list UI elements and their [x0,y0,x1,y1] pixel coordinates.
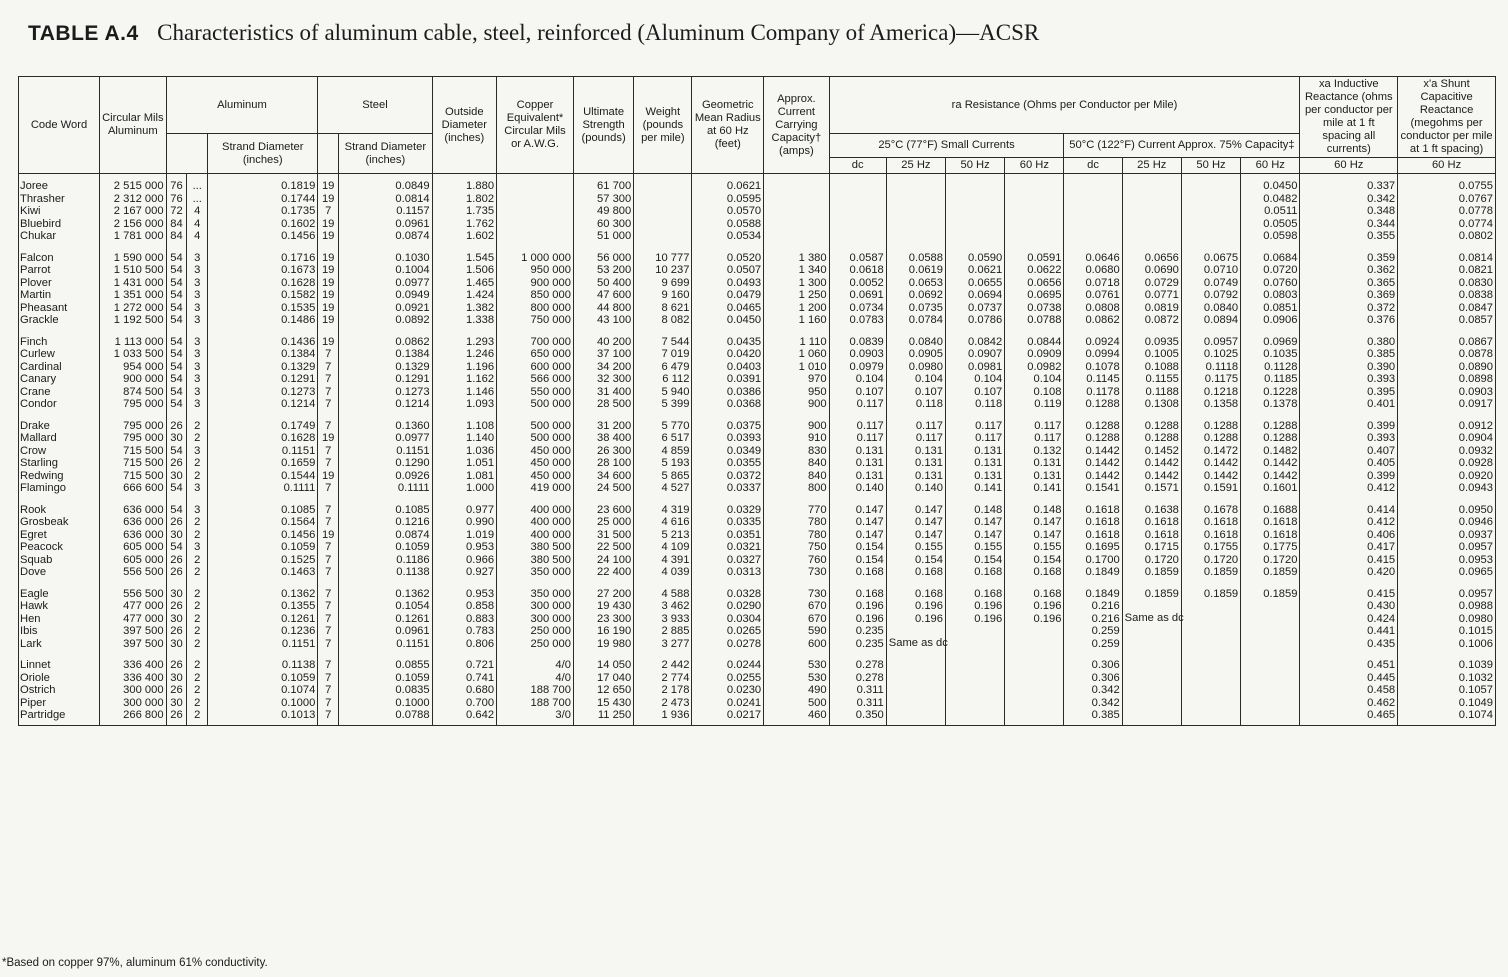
table-row-group [19,330,1496,414]
cell-cu: 400 000 400 000 400 000 380 500 380 500 350 000 [497,498,574,582]
same-as-dc-note-75: Same as dc [1124,612,1184,624]
cell-ult: 23 600 25 000 31 500 22 500 24 100 22 400 [573,498,633,582]
col-50c-60hz: 60 Hz [1241,158,1300,174]
col-inductive-60hz: 60 Hz [1300,158,1398,174]
cell-xs: 0.1039 0.1032 0.1057 0.1049 0.1074 [1398,653,1496,725]
cell-xs: 0.0950 0.0946 0.0937 0.0957 0.0953 0.0965 [1398,498,1496,582]
cell-ult: 14 050 17 040 12 650 15 430 11 250 [573,653,633,725]
cell-r50dc: 0.1849 0.216 0.216 0.259 0.259 [1064,582,1122,654]
cell-st-d: 0.1085 0.1216 0.0874 0.1059 0.1186 0.1138 [339,498,433,582]
cell-r50-60: 0.1288 0.1288 0.1482 0.1442 0.1442 0.1601 [1241,414,1300,498]
cell-r50-25: 0.0656 0.0690 0.0729 0.0771 0.0819 0.0872 [1122,246,1181,330]
cell-r25-50: 0.0590 0.0621 0.0655 0.0694 0.0737 0.0786 [946,246,1005,330]
cell-r25-50: 0.168 0.196 0.196 [946,582,1005,654]
cell-r50dc [1064,174,1122,246]
cell-st-d: 0.0862 0.1384 0.1329 0.1291 0.1273 0.1214 [339,330,433,414]
cell-cu: 4/0 4/0 188 700 188 700 3/0 [497,653,574,725]
cell-r25dc: 0.278 0.278 0.311 0.311 0.350 [829,653,886,725]
cell-r50-50 [1181,174,1240,246]
col-25c-60hz: 60 Hz [1005,158,1064,174]
cell-xs: 0.0912 0.0904 0.0932 0.0928 0.0920 0.0943 [1398,414,1496,498]
cell-cmils: 336 400 336 400 300 000 300 000 266 800 [100,653,167,725]
col-al-strand-diameter: Strand Diameter (inches) [208,134,318,174]
cell-od: 1.293 1.246 1.196 1.162 1.146 1.093 [432,330,496,414]
cell-cu: 500 000 500 000 450 000 450 000 450 000 419 000 [497,414,574,498]
cell-xs: 0.0814 0.0821 0.0830 0.0838 0.0847 0.0857 [1398,246,1496,330]
cell-r50-25: 0.1288 0.1288 0.1452 0.1442 0.1442 0.1571 [1122,414,1181,498]
cell-xa: 0.451 0.445 0.458 0.462 0.465 [1300,653,1398,725]
cell-code: Drake Mallard Crow Starling Redwing Flamingo [19,414,100,498]
col-copper-equivalent: Copper Equivalent* Circular Mils or A.W.G. [497,77,574,174]
col-weight: Weight (pounds per mile) [634,77,692,174]
cell-al-l: 2 2 3 2 2 3 [187,414,208,498]
col-group-resistance: ra Resistance (Ohms per Conductor per Mile) [829,77,1300,134]
cell-r50-60: 0.1859 [1241,582,1300,654]
table-row-group [19,246,1496,330]
cell-gmr: 0.0435 0.0420 0.0403 0.0391 0.0386 0.0368 [692,330,764,414]
cell-r25-50: 0.117 0.117 0.131 0.131 0.131 0.141 [946,414,1005,498]
cell-al-l: 3 3 3 3 3 3 [187,246,208,330]
cell-gmr: 0.0520 0.0507 0.0493 0.0479 0.0465 0.0450 [692,246,764,330]
cell-amps: 1 110 1 060 1 010 970 950 900 [764,330,829,414]
col-gmr: Geometric Mean Radius at 60 Hz (feet) [692,77,764,174]
cell-r25-50: 0.0842 0.0907 0.0981 0.104 0.107 0.118 [946,330,1005,414]
cell-st-d: 0.0849 0.0814 0.1157 0.0961 0.0874 [339,174,433,246]
cell-r50-60 [1241,653,1300,725]
cell-r50dc: 0.306 0.306 0.342 0.342 0.385 [1064,653,1122,725]
cell-gmr: 0.0329 0.0335 0.0351 0.0321 0.0327 0.0313 [692,498,764,582]
cell-al-n: 54 54 54 54 54 54 [166,246,187,330]
col-group-steel: Steel [318,77,432,134]
cell-ult: 40 200 37 100 34 200 32 300 31 400 28 500 [573,330,633,414]
table-body [19,174,1496,726]
cell-st-d: 0.1030 0.1004 0.0977 0.0949 0.0921 0.0892 [339,246,433,330]
col-group-small-currents: 25°C (77°F) Small Currents [829,134,1064,158]
cell-cu: 700 000 650 000 600 000 566 000 550 000 500 000 [497,330,574,414]
cell-r50dc: 0.0924 0.0994 0.1078 0.1145 0.1178 0.1288 [1064,330,1122,414]
cell-r50-60: 0.0969 0.1035 0.1128 0.1185 0.1228 0.1378 [1241,330,1300,414]
table-row-group [19,174,1496,246]
table-number: TABLE A.4 [28,22,139,45]
col-50c-50hz: 50 Hz [1181,158,1240,174]
cell-od: 0.977 0.990 1.019 0.953 0.966 0.927 [432,498,496,582]
cell-code: Linnet Oriole Ostrich Piper Partridge [19,653,100,725]
cell-r50dc: 0.1618 0.1618 0.1618 0.1695 0.1700 0.1849 [1064,498,1122,582]
cell-wt: 4 319 4 616 5 213 4 109 4 391 4 039 [634,498,692,582]
cell-amps: 730 670 670 590 600 [764,582,829,654]
cell-r25-50: 0.148 0.147 0.147 0.155 0.154 0.168 [946,498,1005,582]
col-group-75-capacity: 50°C (122°F) Current Approx. 75% Capacity‡ [1064,134,1300,158]
cell-xa: 0.399 0.393 0.407 0.405 0.399 0.412 [1300,414,1398,498]
cell-ult: 31 200 38 400 26 300 28 100 34 600 24 500 [573,414,633,498]
col-st-strand-diameter: Strand Diameter (inches) [339,134,433,174]
cell-al-l: 3 3 3 3 3 3 [187,330,208,414]
cell-r25dc: 0.147 0.147 0.147 0.154 0.154 0.168 [829,498,886,582]
cell-r50-25: 0.1638 0.1618 0.1618 0.1715 0.1720 0.1859 [1122,498,1181,582]
cell-r50-25 [1122,174,1181,246]
cell-r25-25 [886,653,945,725]
col-25c-50hz: 50 Hz [946,158,1005,174]
col-50c-25hz: 25 Hz [1122,158,1181,174]
col-circular-mils: Circular Mils Aluminum [100,77,167,174]
cell-st-n: 7 7 7 7 7 [318,653,339,725]
cell-ult: 61 700 57 300 49 800 60 300 51 000 [573,174,633,246]
cell-r25-60: 0.0591 0.0622 0.0656 0.0695 0.0738 0.0788 [1005,246,1064,330]
cell-r25-25: 0.0588 0.0619 0.0653 0.0692 0.0735 0.0784 [886,246,945,330]
cell-code: Eagle Hawk Hen Ibis Lark [19,582,100,654]
acsr-table [18,76,1496,726]
cell-r25dc [829,174,886,246]
cell-st-n: 7 19 7 7 19 7 [318,414,339,498]
col-ultimate-strength: Ultimate Strength (pounds) [573,77,633,174]
cell-wt: 7 544 7 019 6 479 6 112 5 940 5 399 [634,330,692,414]
cell-r50-60: 0.0684 0.0720 0.0760 0.0803 0.0851 0.0906 [1241,246,1300,330]
col-50c-dc: dc [1064,158,1122,174]
cell-r25-25: 0.117 0.117 0.131 0.131 0.131 0.140 [886,414,945,498]
cell-al-d: 0.1362 0.1355 0.1261 0.1236 0.1151 [208,582,318,654]
col-current-capacity: Approx. Current Carrying Capacity† (amps) [764,77,829,174]
table-row-group [19,498,1496,582]
col-25c-25hz: 25 Hz [886,158,945,174]
cell-xa: 0.415 0.430 0.424 0.441 0.435 [1300,582,1398,654]
cell-r25-60: 0.148 0.147 0.147 0.155 0.154 0.168 [1005,498,1064,582]
cell-r25-60: 0.168 0.196 0.196 [1005,582,1064,654]
table-row-group [19,414,1496,498]
cell-xa: 0.359 0.362 0.365 0.369 0.372 0.376 [1300,246,1398,330]
cell-r25-50 [946,653,1005,725]
cell-al-n: 26 30 54 26 30 54 [166,414,187,498]
cell-st-d: 0.1360 0.0977 0.1151 0.1290 0.0926 0.1111 [339,414,433,498]
table-title [28,20,1039,46]
col-code-word: Code Word [19,77,100,174]
cell-wt: 2 442 2 774 2 178 2 473 1 936 [634,653,692,725]
cell-r50-25: 0.1859 Same as dc [1122,582,1181,654]
cell-cmils: 1 113 000 1 033 500 954 000 900 000 874 500 795 000 [100,330,167,414]
cell-wt: 10 777 10 237 9 699 9 160 8 621 8 082 [634,246,692,330]
cell-al-d: 0.1819 0.1744 0.1735 0.1602 0.1456 [208,174,318,246]
cell-amps: 770 780 780 750 760 730 [764,498,829,582]
cell-code: Rook Grosbeak Egret Peacock Squab Dove [19,498,100,582]
cell-r50-50: 0.1859 [1181,582,1240,654]
cell-al-d: 0.1436 0.1384 0.1329 0.1291 0.1273 0.1214 [208,330,318,414]
cell-r25-60: 0.117 0.117 0.132 0.131 0.131 0.141 [1005,414,1064,498]
cell-r25dc: 0.168 0.196 0.196 0.235 0.235 [829,582,886,654]
cell-al-n: 26 30 26 30 26 [166,653,187,725]
cell-r50-50: 0.1678 0.1618 0.1618 0.1755 0.1720 0.1859 [1181,498,1240,582]
cell-ult: 27 200 19 430 23 300 16 190 19 980 [573,582,633,654]
cell-r50-25 [1122,653,1181,725]
cell-r50-50: 0.0675 0.0710 0.0749 0.0792 0.0840 0.0894 [1181,246,1240,330]
cell-r50-60: 0.1688 0.1618 0.1618 0.1775 0.1720 0.1859 [1241,498,1300,582]
col-al-strands [166,134,208,174]
cell-wt [634,174,692,246]
cell-al-l: 3 2 2 3 2 2 [187,498,208,582]
cell-wt: 5 770 6 517 4 859 5 193 5 865 4 527 [634,414,692,498]
cell-al-n: 30 26 30 26 30 [166,582,187,654]
cell-st-n: 19 19 19 19 19 19 [318,246,339,330]
cell-cmils: 795 000 795 000 715 500 715 500 715 500 666 600 [100,414,167,498]
cell-r50-50: 0.0957 0.1025 0.1118 0.1175 0.1218 0.1358 [1181,330,1240,414]
col-st-strands [318,134,339,174]
same-as-dc-note-small: Same as dc [888,637,948,649]
cell-xa: 0.414 0.412 0.406 0.417 0.415 0.420 [1300,498,1398,582]
cell-al-l: 2 2 2 2 2 [187,582,208,654]
cell-al-n: 54 26 30 54 26 26 [166,498,187,582]
cell-od: 0.953 0.858 0.883 0.783 0.806 [432,582,496,654]
cell-r25-25 [886,174,945,246]
cell-xa: 0.380 0.385 0.390 0.393 0.395 0.401 [1300,330,1398,414]
cell-xs: 0.0755 0.0767 0.0778 0.0774 0.0802 [1398,174,1496,246]
cell-r50-50 [1181,653,1240,725]
cell-xs: 0.0957 0.0988 0.0980 0.1015 0.1006 [1398,582,1496,654]
cell-r25dc: 0.0839 0.0903 0.0979 0.104 0.107 0.117 [829,330,886,414]
cell-r25-50 [946,174,1005,246]
cell-st-d: 0.0855 0.1059 0.0835 0.1000 0.0788 [339,653,433,725]
cell-od: 1.108 1.140 1.036 1.051 1.081 1.000 [432,414,496,498]
cell-gmr: 0.0375 0.0393 0.0349 0.0355 0.0372 0.0337 [692,414,764,498]
cell-r25-60 [1005,653,1064,725]
cell-cmils: 556 500 477 000 477 000 397 500 397 500 [100,582,167,654]
cell-r25dc: 0.0587 0.0618 0.0052 0.0691 0.0734 0.0783 [829,246,886,330]
cell-al-n: 76 76 72 84 84 [166,174,187,246]
cell-r50dc: 0.0646 0.0680 0.0718 0.0761 0.0808 0.0862 [1064,246,1122,330]
col-outside-diameter: Outside Diameter (inches) [432,77,496,174]
cell-al-d: 0.1716 0.1673 0.1628 0.1582 0.1535 0.1486 [208,246,318,330]
cell-r50-50: 0.1288 0.1288 0.1472 0.1442 0.1442 0.1591 [1181,414,1240,498]
cell-r50-25: 0.0935 0.1005 0.1088 0.1155 0.1188 0.1308 [1122,330,1181,414]
cell-al-d: 0.1085 0.1564 0.1456 0.1059 0.1525 0.1463 [208,498,318,582]
cell-cu: 1 000 000 950 000 900 000 850 000 800 000 750 000 [497,246,574,330]
cell-r25-60 [1005,174,1064,246]
cell-amps [764,174,829,246]
cell-cmils: 2 515 000 2 312 000 2 167 000 2 156 000 1 781 000 [100,174,167,246]
cell-amps: 1 380 1 340 1 300 1 250 1 200 1 160 [764,246,829,330]
cell-cu: 350 000 300 000 300 000 250 000 250 000 [497,582,574,654]
table-caption: Characteristics of aluminum cable, steel, reinforced (Aluminum Company of America)—ACSR [157,20,1040,45]
cell-r25dc: 0.117 0.117 0.131 0.131 0.131 0.140 [829,414,886,498]
cell-xs: 0.0867 0.0878 0.0890 0.0898 0.0903 0.0917 [1398,330,1496,414]
cell-gmr: 0.0328 0.0290 0.0304 0.0265 0.0278 [692,582,764,654]
col-25c-dc: dc [829,158,886,174]
cell-gmr: 0.0621 0.0595 0.0570 0.0588 0.0534 [692,174,764,246]
cell-amps: 900 910 830 840 840 800 [764,414,829,498]
cell-wt: 4 588 3 462 3 933 2 885 3 277 [634,582,692,654]
cell-al-l: 2 2 2 2 2 [187,653,208,725]
cell-r50dc: 0.1288 0.1288 0.1442 0.1442 0.1442 0.1541 [1064,414,1122,498]
col-inductive-reactance: xa Inductive Reactance (ohms per conductor per mile at 1 ft spacing all currents) [1300,77,1398,158]
cell-code: Falcon Parrot Plover Martin Pheasant Grackle [19,246,100,330]
cell-al-d: 0.1138 0.1059 0.1074 0.1000 0.1013 [208,653,318,725]
cell-od: 1.545 1.506 1.465 1.424 1.382 1.338 [432,246,496,330]
cell-r25-60: 0.0844 0.0909 0.0982 0.104 0.108 0.119 [1005,330,1064,414]
cell-st-n: 7 7 19 7 7 7 [318,498,339,582]
table-row-group [19,653,1496,725]
cell-ult: 56 000 53 200 50 400 47 600 44 800 43 100 [573,246,633,330]
cell-xa: 0.337 0.342 0.348 0.344 0.355 [1300,174,1398,246]
cell-r25-25: 0.147 0.147 0.147 0.155 0.154 0.168 [886,498,945,582]
cell-st-n: 19 19 7 19 19 [318,174,339,246]
cell-od: 0.721 0.741 0.680 0.700 0.642 [432,653,496,725]
cell-st-d: 0.1362 0.1054 0.1261 0.0961 0.1151 [339,582,433,654]
cell-code: Joree Thrasher Kiwi Bluebird Chukar [19,174,100,246]
cell-od: 1.880 1.802 1.735 1.762 1.602 [432,174,496,246]
col-shunt-reactance: x'a Shunt Capacitive Reactance (megohms per conductor per mile at 1 ft spacing) [1398,77,1496,158]
cell-cmils: 636 000 636 000 636 000 605 000 605 000 556 500 [100,498,167,582]
cell-r25-25: 0.168 0.196 0.196 Same as dc [886,582,945,654]
col-shunt-60hz: 60 Hz [1398,158,1496,174]
footnote: *Based on copper 97%, aluminum 61% conductivity. [2,957,268,969]
cell-al-l: ... ... 4 4 4 [187,174,208,246]
cell-code: Finch Curlew Cardinal Canary Crane Condor [19,330,100,414]
cell-cmils: 1 590 000 1 510 500 1 431 000 1 351 000 1 272 000 1 192 500 [100,246,167,330]
table-row-group [19,582,1496,654]
cell-st-n: 7 7 7 7 7 [318,582,339,654]
cell-st-n: 19 7 7 7 7 7 [318,330,339,414]
cell-gmr: 0.0244 0.0255 0.0230 0.0241 0.0217 [692,653,764,725]
cell-amps: 530 530 490 500 460 [764,653,829,725]
cell-cu [497,174,574,246]
cell-r50-60: 0.0450 0.0482 0.0511 0.0505 0.0598 [1241,174,1300,246]
cell-al-d: 0.1749 0.1628 0.1151 0.1659 0.1544 0.1111 [208,414,318,498]
cell-r25-25: 0.0840 0.0905 0.0980 0.104 0.107 0.118 [886,330,945,414]
col-group-aluminum: Aluminum [166,77,318,134]
cell-al-n: 54 54 54 54 54 54 [166,330,187,414]
